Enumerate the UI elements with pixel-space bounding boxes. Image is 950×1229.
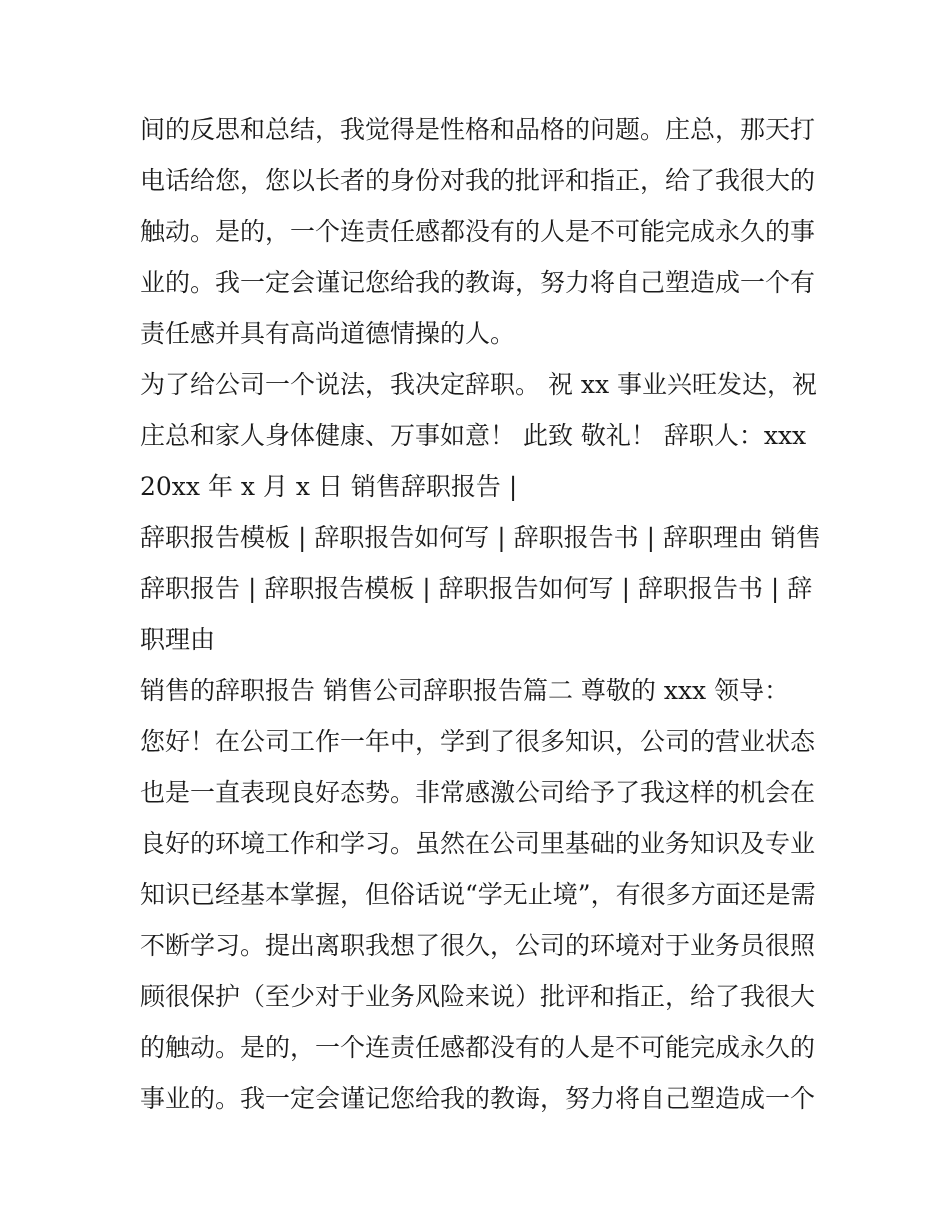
text-line: 良好的环境工作和学习。虽然在公司里基础的业务知识及专业 — [140, 829, 816, 858]
text-line: 触动。是的，一个连责任感都没有的人是不可能完成永久的事 — [140, 217, 816, 246]
text-line: 20xx 年 x 月 x 日 销售辞职报告 | — [140, 472, 518, 501]
text-line: 知识已经基本掌握，但俗话说“学无止境”，有很多方面还是需 — [140, 880, 816, 909]
document-body — [140, 104, 820, 1124]
text-line: 也是一直表现良好态势。非常感激公司给予了我这样的机会在 — [140, 778, 816, 807]
text-line: 业的。我一定会谨记您给我的教诲，努力将自己塑造成一个有 — [140, 268, 816, 297]
text-line: 间的反思和总结，我觉得是性格和品格的问题。庄总，那天打 — [140, 115, 816, 144]
text-line: 销售的辞职报告 销售公司辞职报告篇二 尊敬的 xxx 领导： — [140, 676, 790, 705]
text-line: 辞职报告模板 | 辞职报告如何写 | 辞职报告书 | 辞职理由 销售 — [140, 523, 821, 552]
text-line: 事业的。我一定会谨记您给我的教诲，努力将自己塑造成一个 — [140, 1084, 816, 1113]
text-line: 电话给您，您以长者的身份对我的批评和指正，给了我很大的 — [140, 166, 816, 195]
text-line: 的触动。是的，一个连责任感都没有的人是不可能完成永久的 — [140, 1033, 816, 1062]
text-line: 为了给公司一个说法，我决定辞职。 祝 xx 事业兴旺发达，祝 — [140, 370, 818, 399]
text-line: 您好！在公司工作一年中，学到了很多知识，公司的营业状态 — [140, 727, 816, 756]
text-line: 不断学习。提出离职我想了很久，公司的环境对于业务员很照 — [140, 931, 816, 960]
text-line: 责任感并具有高尚道德情操的人。 — [140, 319, 516, 348]
text-line: 顾很保护（至少对于业务风险来说）批评和指正，给了我很大 — [140, 982, 816, 1011]
text-line: 职理由 — [140, 625, 216, 654]
text-line: 庄总和家人身体健康、万事如意！ 此致 敬礼！ 辞职人：xxx — [140, 421, 807, 450]
text-line: 辞职报告 | 辞职报告模板 | 辞职报告如何写 | 辞职报告书 | 辞 — [140, 574, 813, 603]
